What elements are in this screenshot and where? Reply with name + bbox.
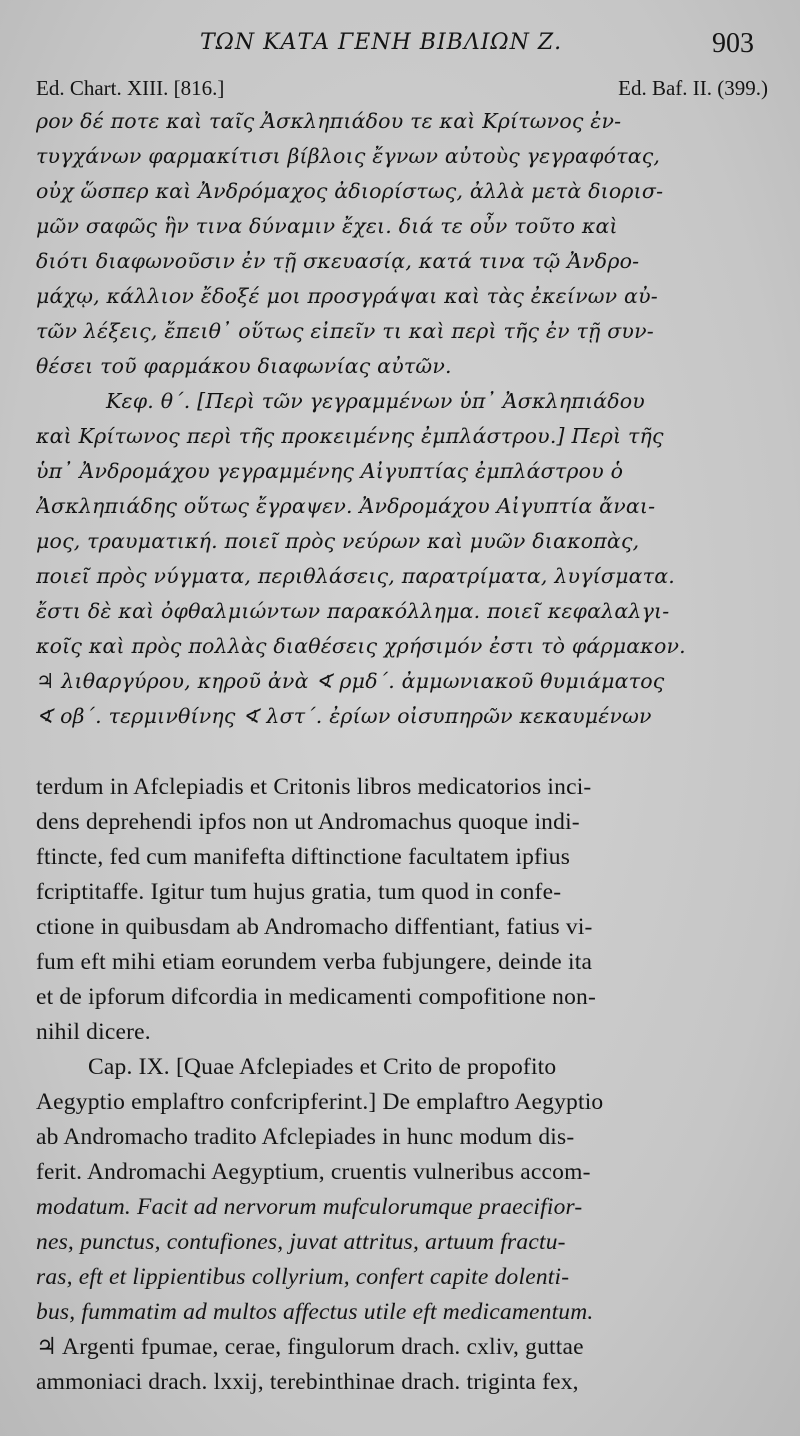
greek-line: τῶν λέξεις, ἔπειθ᾽ οὕτως εἰπεῖν τι καὶ περὶ τῆς ἐν τῇ συν- [36,319,654,343]
column-separator [36,748,766,749]
greek-line: ὑπ᾽ Ἀνδρομάχου γεγραμμένης Αἰγυπτίας ἐμπλάστρου ὁ [36,459,624,483]
latin-line: nihil dicere. [36,1019,151,1045]
edition-line [36,76,768,104]
latin-line: ftincte, fed cum manifefta diftinctione facultatem ipfius [36,844,571,870]
greek-recipe-line: ∢ οβ΄. τερμινθίνης ∢ λστ΄. ἐρίων οἰσυπηρῶν κεκαυμένων [36,704,652,728]
latin-line: ab Andromacho tradito Afclepiades in hunc modum dis- [36,1124,575,1150]
greek-line: διότι διαφωνοῦσιν ἐν τῇ σκευασίᾳ, κατά τινα τῷ Ἀνδρο- [36,249,640,273]
latin-italic-line: modatum. Facit ad nervorum mufculorumque praecifior- [36,1194,583,1220]
greek-line: μος, τραυματική. ποιεῖ πρὸς νεύρων καὶ μυῶν διακοπὰς, [36,529,640,553]
greek-text-block [36,104,766,734]
greek-line: ρον δέ ποτε καὶ ταῖς Ἀσκληπιάδου τε καὶ Κρίτωνος ἐν- [36,109,622,133]
greek-line: κοῖς καὶ πρὸς πολλὰς διαθέσεις χρήσιμόν ἐστι τὸ φάρμακον. [36,634,686,658]
greek-line: μάχῳ, κάλλιον ἔδοξέ μοι προσγράψαι καὶ τὰς ἐκείνων αὐ- [36,284,658,308]
latin-recipe-line: ammoniaci drach. lxxij, terebinthinae drach. triginta fex, [36,1369,579,1395]
latin-italic-line: bus, fummatim ad multos affectus utile eft medicamentum. [36,1299,594,1325]
latin-text-block [36,770,766,1400]
latin-italic-line: nes, punctus, contufiones, juvat attritus, artuum fractu- [36,1229,566,1255]
edition-chartier: Ed. Chart. XIII. [816.] [36,76,225,100]
page-number: 903 [712,28,754,59]
latin-line: ctione in quibusdam ab Andromacho diffentiant, fatius vi- [36,914,593,940]
greek-line: ποιεῖ πρὸς νύγματα, περιθλάσεις, παρατρίματα, λυγίσματα. [36,564,675,588]
latin-chapter-heading: Cap. IX. [Quae Afclepiades et Crito de propofito [88,1054,557,1080]
latin-line: dens deprehendi ipfos non ut Andromachus quoque indi- [36,809,580,835]
edition-basel: Ed. Baf. II. (399.) [618,76,768,100]
page-header [0,28,800,62]
latin-recipe-line: ♃ Argenti fpumae, cerae, fingulorum drach. cxliv, guttae [36,1334,584,1360]
greek-line: θέσει τοῦ φαρμάκου διαφωνίας αὐτῶν. [36,354,452,378]
latin-line: et de ipforum difcordia in medicamenti compofitione non- [36,984,597,1010]
greek-recipe-line: ♃ λιθαργύρου, κηροῦ ἀνὰ ∢ ρμδ΄. ἀμμωνιακοῦ θυμιάματος [36,669,665,693]
latin-line: fcriptitaffe. Igitur tum hujus gratia, tum quod in confe- [36,879,562,905]
greek-line: τυγχάνων φαρμακίτισι βίβλοις ἔγνων αὐτοὺς γεγραφότας, [36,144,661,168]
greek-line: οὐχ ὥσπερ καὶ Ἀνδρόμαχος ἀδιορίστως, ἀλλὰ μετὰ διορισ- [36,179,664,203]
latin-line: terdum in Afclepiadis et Critonis libros medicatorios inci- [36,774,592,800]
greek-line: μῶν σαφῶς ἣν τινα δύναμιν ἔχει. διά τε οὖν τοῦτο καὶ [36,214,618,238]
greek-chapter-heading: Κεφ. θ΄. [Περὶ τῶν γεγραμμένων ὑπ᾽ Ἀσκληπιάδου [106,389,645,413]
greek-line: καὶ Κρίτωνος περὶ τῆς προκειμένης ἐμπλάστρου.] Περὶ τῆς [36,424,664,448]
running-title: ΤΩΝ ΚΑΤΑ ΓΕΝΗ ΒΙΒΛΙΩΝ Ζ. [200,30,563,55]
latin-italic-line: ras, eft et lippientibus collyrium, confert capite dolenti- [36,1264,570,1290]
latin-line: ferit. Andromachi Aegyptium, cruentis vulneribus accom- [36,1159,591,1185]
greek-line: Ἀσκληπιάδης οὕτως ἔγραψεν. Ἀνδρομάχου Αἰγυπτία ἄναι- [36,494,656,518]
latin-line: fum eft mihi etiam eorundem verba fubjungere, deinde ita [36,949,593,975]
greek-line: ἔστι δὲ καὶ ὀφθαλμιώντων παρακόλλημα. ποιεῖ κεφαλαλγι- [36,599,670,623]
latin-line: Aegyptio emplaftro confcripferint.] De emplaftro Aegyptio [36,1089,604,1115]
